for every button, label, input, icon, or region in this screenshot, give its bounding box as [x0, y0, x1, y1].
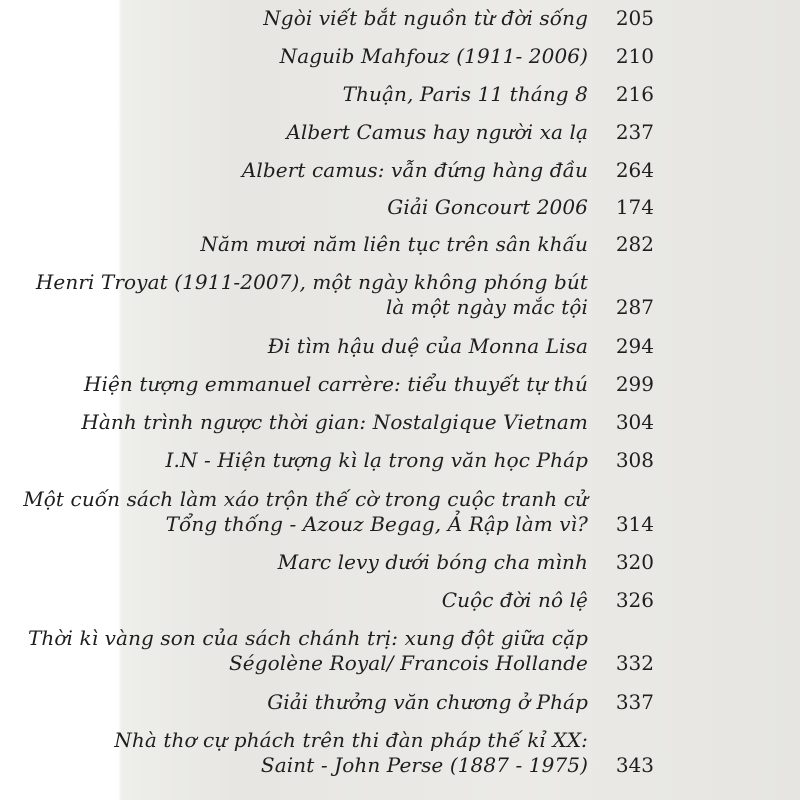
toc-entry-title: Albert camus: vẫn đứng hàng đầu — [241, 158, 588, 182]
toc-page-number: 314 — [615, 512, 654, 536]
toc-entry-title: Hành trình ngược thời gian: Nostalgique Vietnam — [81, 410, 588, 434]
toc-page-number: 337 — [615, 690, 654, 714]
toc-entry — [0, 372, 800, 403]
toc-page-number: 320 — [615, 550, 654, 574]
toc-page-number: 299 — [615, 372, 654, 396]
toc-page-number: 210 — [615, 44, 654, 68]
toc-entry-title: Thời kì vàng son của sách chánh trị: xung đột giữa cặp — [27, 626, 588, 650]
toc-entry-title: Tổng thống - Azouz Begag, Ả Rập làm vì? — [165, 512, 588, 536]
toc-page-number: 294 — [615, 334, 654, 358]
toc-entry-title: Giải Goncourt 2006 — [387, 195, 588, 219]
toc-entry-title: Đi tìm hậu duệ của Monna Lisa — [267, 334, 588, 358]
toc-entry — [0, 728, 800, 784]
toc-page-number: 326 — [615, 588, 654, 612]
toc-entry — [0, 334, 800, 365]
toc-entry-title: Cuộc đời nô lệ — [441, 588, 588, 612]
toc-entry — [0, 588, 800, 619]
toc-entry-title: Albert Camus hay người xa lạ — [286, 120, 588, 144]
toc-entry-title: Hiện tượng emmanuel carrère: tiểu thuyết tự thú — [83, 372, 588, 396]
toc-entry — [0, 550, 800, 581]
toc-page-number: 216 — [615, 82, 654, 106]
toc-entry — [0, 44, 800, 75]
toc-entry — [0, 158, 800, 189]
toc-entry-title: Marc levy dưới bóng cha mình — [277, 550, 588, 574]
toc-entry-title: Năm mươi năm liên tục trên sân khấu — [200, 232, 588, 256]
toc-entry — [0, 487, 800, 543]
toc-entry-title: I.N - Hiện tượng kì lạ trong văn học Pháp — [165, 448, 588, 472]
toc-entry-title: Saint - John Perse (1887 - 1975) — [260, 753, 588, 777]
toc-page-number: 287 — [615, 295, 654, 319]
toc-entry — [0, 195, 800, 226]
toc-page-number: 205 — [615, 6, 654, 30]
toc-entry-title: Nhà thơ cự phách trên thi đàn pháp thế kỉ XX: — [114, 728, 588, 752]
toc-entry-title: là một ngày mắc tội — [385, 295, 588, 319]
toc-entry-title: Một cuốn sách làm xáo trộn thế cờ trong cuộc tranh cử — [23, 487, 588, 511]
toc-entry-title: Giải thưởng văn chương ở Pháp — [267, 690, 588, 714]
toc-page-number: 343 — [615, 753, 654, 777]
toc-entry — [0, 270, 800, 326]
toc-entry — [0, 410, 800, 441]
toc-entry — [0, 6, 800, 37]
toc-entry — [0, 448, 800, 479]
toc-entry — [0, 626, 800, 682]
toc-entry-title: Ségolène Royal/ Francois Hollande — [228, 651, 588, 675]
toc-page-number: 304 — [615, 410, 654, 434]
toc-page-number: 332 — [615, 651, 654, 675]
toc-page-number: 264 — [615, 158, 654, 182]
toc-page-number: 282 — [615, 232, 654, 256]
toc-entry — [0, 690, 800, 721]
toc-page-number: 308 — [615, 448, 654, 472]
toc-entry — [0, 82, 800, 113]
toc-entry — [0, 232, 800, 263]
toc-page-number: 174 — [615, 195, 654, 219]
toc-entry-title: Ngòi viết bắt nguồn từ đời sống — [263, 6, 588, 30]
toc-entry — [0, 120, 800, 151]
toc-entry-title: Naguib Mahfouz (1911- 2006) — [279, 44, 588, 68]
toc-entry-title: Henri Troyat (1911-2007), một ngày không phóng bút — [35, 270, 588, 294]
toc-page-number: 237 — [615, 120, 654, 144]
toc-entry-title: Thuận, Paris 11 tháng 8 — [342, 82, 588, 106]
